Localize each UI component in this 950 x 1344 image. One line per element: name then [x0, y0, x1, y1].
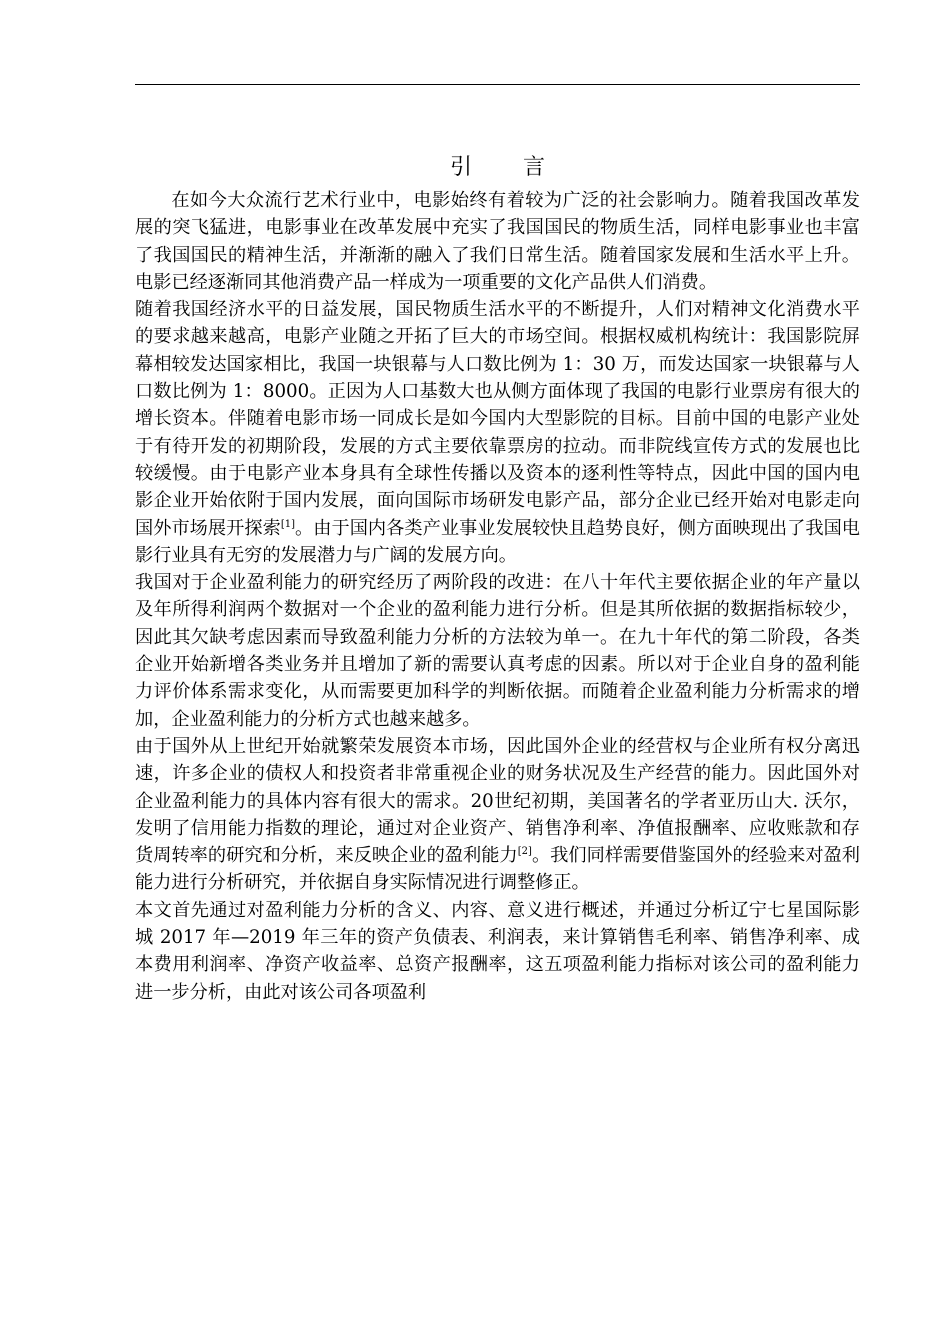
- citation-ref: [2]: [517, 846, 532, 858]
- paragraph-text: 随着我国经济水平的日益发展，国民物质生活水平的不断提升，人们对精神文化消费水平的要求越来越高，电影产业随之开拓了巨大的市场空间。根据权威机构统计：我国影院屏幕相较发达国家相比，我国一块银幕与人口数比例为 1：30 万，而发达国家一块银幕与人口数比例为 1：8000。正因为人口基数大也从侧方面体现了我国的电影行业票房有很大的增长资本。伴随着电影市场一同成长是如今国内大型影院的目标。目前中国的电影产业处于有待开发的初期阶段，发展的方式主要依靠票房的拉动。而非院线宣传方式的发展也比较缓慢。由于电影产业本身具有全球性传播以及资本的逐利性等特点，因此中国的国内电影企业开始依附于国内发展，面向国际市场研发电影产品，部分企业已经开始对电影走向国外市场展开探索: [135, 299, 860, 539]
- paragraph-3: [135, 569, 860, 733]
- citation-ref: [1]: [280, 518, 295, 530]
- paragraph-5: [135, 897, 860, 1006]
- paragraph-text: 我国对于企业盈利能力的研究经历了两阶段的改进：在八十年代主要依据企业的年产量以及年所得利润两个数据对一个企业的盈利能力进行分析。但是其所依据的数据指标较少，因此其欠缺考虑因素而导致盈利能力分析的方法较为单一。在九十年代的第二阶段，各类企业开始新增各类业务并且增加了新的需要认真考虑的因素。所以对于企业自身的盈利能力评价体系需求变化，从而需要更加科学的判断依据。而随着企业盈利能力分析需求的增加，企业盈利能力的分析方式也越来越多。: [135, 572, 860, 730]
- paragraph-4: [135, 733, 860, 897]
- header-rule: [135, 84, 860, 85]
- body-text: [135, 187, 860, 1006]
- paragraph-text: 在如今大众流行艺术行业中，电影始终有着较为广泛的社会影响力。随着我国改革发展的突飞猛进，电影事业在改革发展中充实了我国国民的物质生活，同样电影事业也丰富了我国国民的精神生活，并渐渐的融入了我们日常生活。随着国家发展和生活水平上升。电影已经逐渐同其他消费产品一样成为一项重要的文化产品供人们消费。: [135, 190, 860, 293]
- section-title: 引 言: [450, 155, 567, 180]
- paragraph-text: 。由于国内各类产业事业发展较快且趋势良好，侧方面映现出了我国电影行业具有无穷的发展潜力与广阔的发展方向。: [135, 517, 860, 566]
- paragraph-2: [135, 296, 860, 569]
- paragraph-text: 本文首先通过对盈利能力分析的含义、内容、意义进行概述，并通过分析辽宁七星国际影城 2017 年—2019 年三年的资产负债表、利润表，来计算销售毛利率、销售净利率、成本费用利润率、净资产收益率、总资产报酬率，这五项盈利能力指标对该公司的盈利能力进一步分析，由此对该公司各项盈利: [135, 899, 860, 1003]
- paragraph-1: [135, 187, 860, 296]
- paragraph-text: 。我们同样需要借鉴国外的经验来对盈利能力进行分析研究，并依据自身实际情况进行调整修正。: [135, 845, 860, 894]
- paragraph-text: 由于国外从上世纪开始就繁荣发展资本市场，因此国外企业的经营权与企业所有权分离迅速，许多企业的债权人和投资者非常重视企业的财务状况及生产经营的能力。因此国外对企业盈利能力的具体内容有很大的需求。20世纪初期，美国著名的学者亚历山大. 沃尔，发明了信用能力指数的理论，通过对企业资产、销售净利率、净值报酬率、应收账款和存货周转率的研究和分析，来反映企业的盈利能力: [135, 735, 860, 867]
